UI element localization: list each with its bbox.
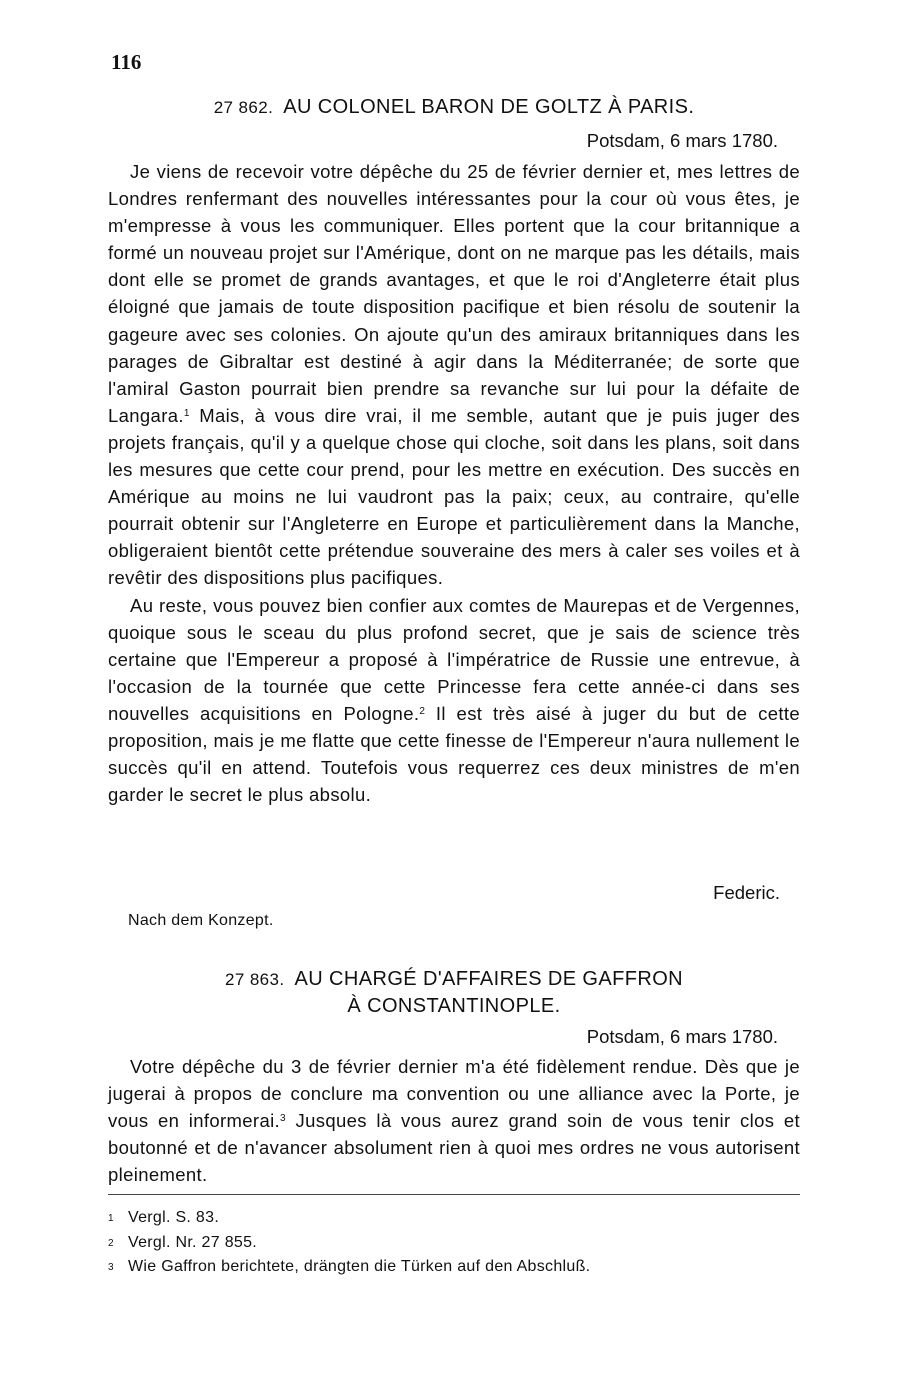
footnote-text: Vergl. S. 83. xyxy=(128,1209,220,1226)
paragraph-text: Jusques là vous aurez grand soin de vous tenir clos et boutonné et de n'avancer absolument rien à quoi mes ordres ne vous autorisent pleinement. xyxy=(108,1110,800,1186)
letter-body xyxy=(108,158,800,808)
footnote-mark: 3 xyxy=(108,1262,114,1273)
footnote xyxy=(108,1206,800,1231)
source-note: Nach dem Konzept. xyxy=(128,912,274,929)
paragraph xyxy=(108,158,800,592)
paragraph xyxy=(108,592,800,809)
letter-heading xyxy=(108,94,800,121)
dateline: Potsdam, 6 mars 1780. xyxy=(586,130,778,151)
footnotes xyxy=(108,1206,800,1280)
signature: Federic. xyxy=(713,882,780,903)
letter-heading xyxy=(108,966,800,1020)
footnote xyxy=(108,1255,800,1280)
paragraph xyxy=(108,1053,800,1188)
paragraph-text: Au reste, vous pouvez bien confier aux comtes de Maurepas et de Vergennes, quoique sous le sceau du plus profond secret, que je sais de science très certaine que l'Empereur a proposé à l'impératrice de Russie une entrevue, à l'occasion de la tournée que cette Princesse fera cette année-ci dans ses nouvelles acquisitions en Pologne. xyxy=(108,594,800,724)
paragraph-text: Je viens de recevoir votre dépêche du 25 de février dernier et, mes lettres de Londres renfermant des nouvelles intéressantes pour la cour où vous êtes, je m'empresse à vous les communiquer. Elles portent que la cour britannique a formé un nouveau projet sur l'Amérique, dont on ne marque pas les détails, mais dont elle se promet de grands avantages, et que le roi d'Angleterre était plus éloigné que jamais de toute disposition pacifique et bien résolu de soutenir la gageure avec ses colonies. On ajoute qu'un des amiraux britanniques dans les parages de Gibraltar est destiné à agir dans la Méditerranée; de sorte que l'amiral Gaston pourrait bien prendre sa revanche sur lui pour la défaite de Langara. xyxy=(108,161,800,426)
footnote-ref[interactable]: 2 xyxy=(419,705,426,717)
letter-number: 27 863. xyxy=(224,970,285,989)
footnote-text: Vergl. Nr. 27 855. xyxy=(128,1233,258,1251)
paragraph-text: Il est très aisé à juger du but de cette proposition, mais je me flatte que cette finesse de l'Empereur n'aura nullement le succès qu'il en attend. Toutefois vous requerrez ces deux ministres de m'en garder le secret le plus absolu. xyxy=(108,702,800,806)
footnote-divider xyxy=(108,1194,800,1195)
footnote-text: Wie Gaffron berichtete, drängten die Türken auf den Abschluß. xyxy=(128,1258,591,1275)
footnote-mark: 1 xyxy=(108,1213,114,1224)
footnote-ref[interactable]: 1 xyxy=(183,407,190,419)
paragraph-text: Votre dépêche du 3 de février dernier m'a été fidèlement rendue. Dès que je jugerai à propos de conclure ma convention ou une alliance avec la Porte, je vous en informerai. xyxy=(108,1056,800,1132)
footnote-ref[interactable]: 3 xyxy=(280,1113,286,1125)
footnote xyxy=(108,1231,800,1256)
dateline: Potsdam, 6 mars 1780. xyxy=(586,1026,778,1047)
letter-body xyxy=(108,1053,800,1188)
page-number: 116 xyxy=(111,50,142,74)
letter-number: 27 862. xyxy=(213,98,274,117)
paragraph-text: Mais, à vous dire vrai, il me semble, autant que je puis juger des projets français, qu'il y a quelque chose qui cloche, soit dans les plans, soit dans les mesures que cette cour prend, pour les mettre en exécution. Des succès en Amérique au moins ne lui vaudront pas la paix; ceux, au contraire, qu'elle pourrait obtenir sur l'Angleterre en Europe et particulièrement dans la Manche, obligeraient bientôt cette prétendue souveraine des mers à caler ses voiles et à revêtir des dispositions plus pacifiques. xyxy=(108,404,800,589)
letter-title-continued: À CONSTANTINOPLE. xyxy=(347,995,561,1017)
letter-title: AU COLONEL BARON DE GOLTZ À PARIS. xyxy=(283,96,695,118)
footnote-mark: 2 xyxy=(108,1237,114,1249)
letter-title: AU CHARGÉ D'AFFAIRES DE GAFFRON xyxy=(294,968,683,990)
